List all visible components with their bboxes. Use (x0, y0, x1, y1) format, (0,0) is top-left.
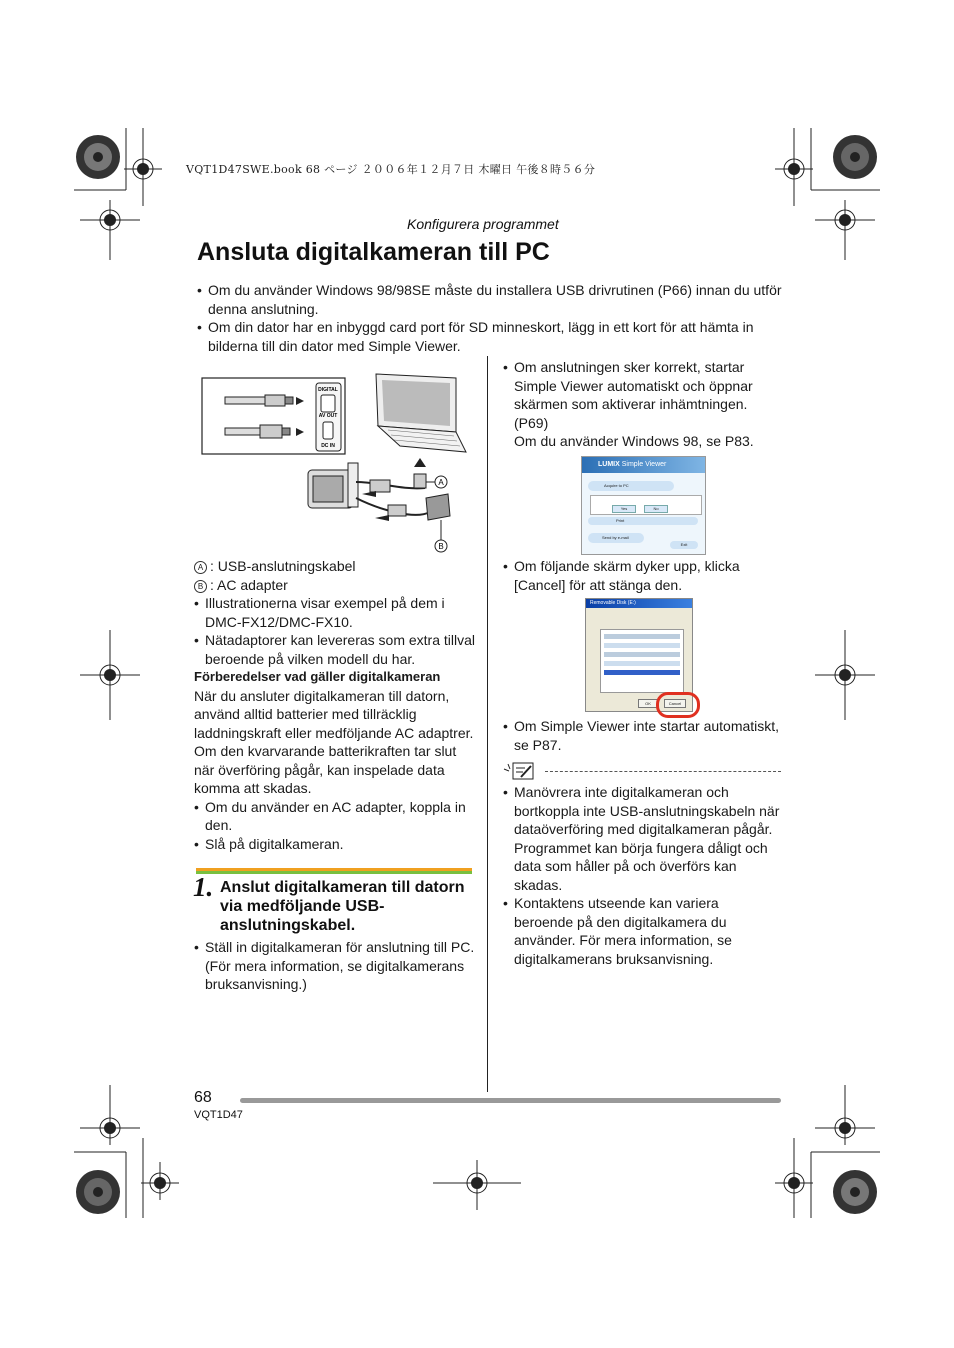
note-item: • Manövrera inte digitalkameran och bortkoppla inte USB-anslutningskabeln när dataöverföring med digitalkameran pågår. Programmet kan börja fungera dåligt och data som håller på och överförs kan skadas. (503, 783, 781, 894)
step-bullet-wrap (194, 938, 476, 994)
sv-print-button: Print (588, 517, 698, 525)
legend-mark: A (194, 561, 207, 574)
prep-heading: Förberedelser vad gäller digitalkameran (194, 669, 441, 684)
jack-label-dc: DC IN (321, 443, 335, 449)
rd-list (600, 629, 684, 693)
step-number: 1. (193, 872, 214, 902)
list-item: • Om anslutningen sker korrekt, startar Simple Viewer automatiskt och öppnar skärmen som aktiverar inhämtningen. (P69) (503, 358, 781, 432)
page-code: VQT1D47 (194, 1109, 243, 1121)
list-item: • Om du använder en AC adapter, koppla in den. (194, 798, 479, 835)
callout-b: B (438, 542, 444, 551)
sv-title: Simple Viewer (621, 461, 667, 468)
legend-mark: B (194, 580, 207, 593)
sv-no-button: No (644, 505, 668, 513)
sv-logo: LUMIX (598, 461, 620, 468)
note-item: • Kontaktens utseende kan variera beroende på den digitalkamera du använder. För mera information, se digitalkamerans bruksanvisning. (503, 894, 781, 968)
intro-bullet: • Om din dator har en inbyggd card port för SD minneskort, lägg in ett kort för att hämta in bilderna till din dator med Simple Viewer. (197, 318, 782, 355)
legend-item (194, 557, 479, 576)
footer-bar (240, 1098, 781, 1103)
cancel-highlight (656, 692, 700, 718)
right-bullet-2 (503, 557, 781, 594)
rd-titlebar: Removable Disk (E:) (586, 599, 692, 608)
note-icon (503, 761, 535, 781)
step-bar (196, 868, 472, 874)
rd-ok-button: OK (638, 699, 658, 708)
sv-email-button: Send by e-mail (588, 533, 644, 543)
connection-diagram (200, 370, 472, 556)
jack-label-digital: DIGITAL (318, 387, 338, 393)
print-header: VQT1D47SWE.book 68 ページ ２００６年１２月７日 木曜日 午後８時５６分 (186, 163, 596, 176)
running-title: Konfigurera programmet (407, 216, 559, 232)
list-item: • Nätadaptorer kan levereras som extra tillval beroende på vilken modell du har. (194, 631, 479, 668)
list-item: • Om följande skärm dyker upp, klicka [Cancel] för att stänga den. (503, 557, 781, 594)
prep-text: När du ansluter digitalkameran till datorn, använd alltid batterier med tillräcklig laddningskraft eller medföljande AC adaptrer. Om den kvarvarande batterikraften tar slut när överföring pågår, kan inspelade data komma att skadas. (194, 687, 474, 796)
sv-titlebar (582, 457, 705, 473)
legend-text: : USB-anslutningskabel (210, 558, 356, 574)
simple-viewer-screenshot (581, 456, 706, 555)
legend-text: : AC adapter (210, 576, 288, 593)
note-bullets (503, 783, 781, 968)
step-title: Anslut digitalkameran till datorn via medföljande USB-anslutningskabel. (220, 879, 465, 934)
page-number: 68 (194, 1089, 212, 1106)
list-item: • Slå på digitalkameran. (194, 835, 479, 854)
callout-a: A (438, 478, 444, 487)
sv-acquire-button: Acquire to PC (588, 481, 674, 491)
right-bullet-3 (503, 717, 781, 754)
sv-yes-button: Yes (612, 505, 636, 513)
page-title: Ansluta digitalkameran till PC (197, 238, 550, 266)
intro-bullets (197, 281, 782, 355)
note-divider (545, 771, 781, 772)
step-bullet: • Ställ in digitalkameran för anslutning till PC. (För mera information, se digitalkamerans bruksanvisning.) (194, 938, 476, 994)
right-bullet-1 (503, 358, 781, 451)
sv-exit-button: Exit (670, 541, 698, 549)
left-column (194, 557, 479, 853)
legend-item (194, 576, 479, 595)
list-item: • Om Simple Viewer inte startar automatiskt, se P87. (503, 717, 781, 754)
rd-cancel-button: Cancel (664, 699, 686, 708)
list-item-extra: Om du använder Windows 98, se P83. (514, 433, 754, 449)
list-item: • Illustrationerna visar exempel på dem i DMC-FX12/DMC-FX10. (194, 594, 479, 631)
column-divider (487, 356, 488, 1092)
jack-label-av: AV OUT (318, 413, 338, 419)
intro-bullet: • Om du använder Windows 98/98SE måste du installera USB drivrutinen (P66) innan du utför denna anslutning. (197, 281, 782, 318)
